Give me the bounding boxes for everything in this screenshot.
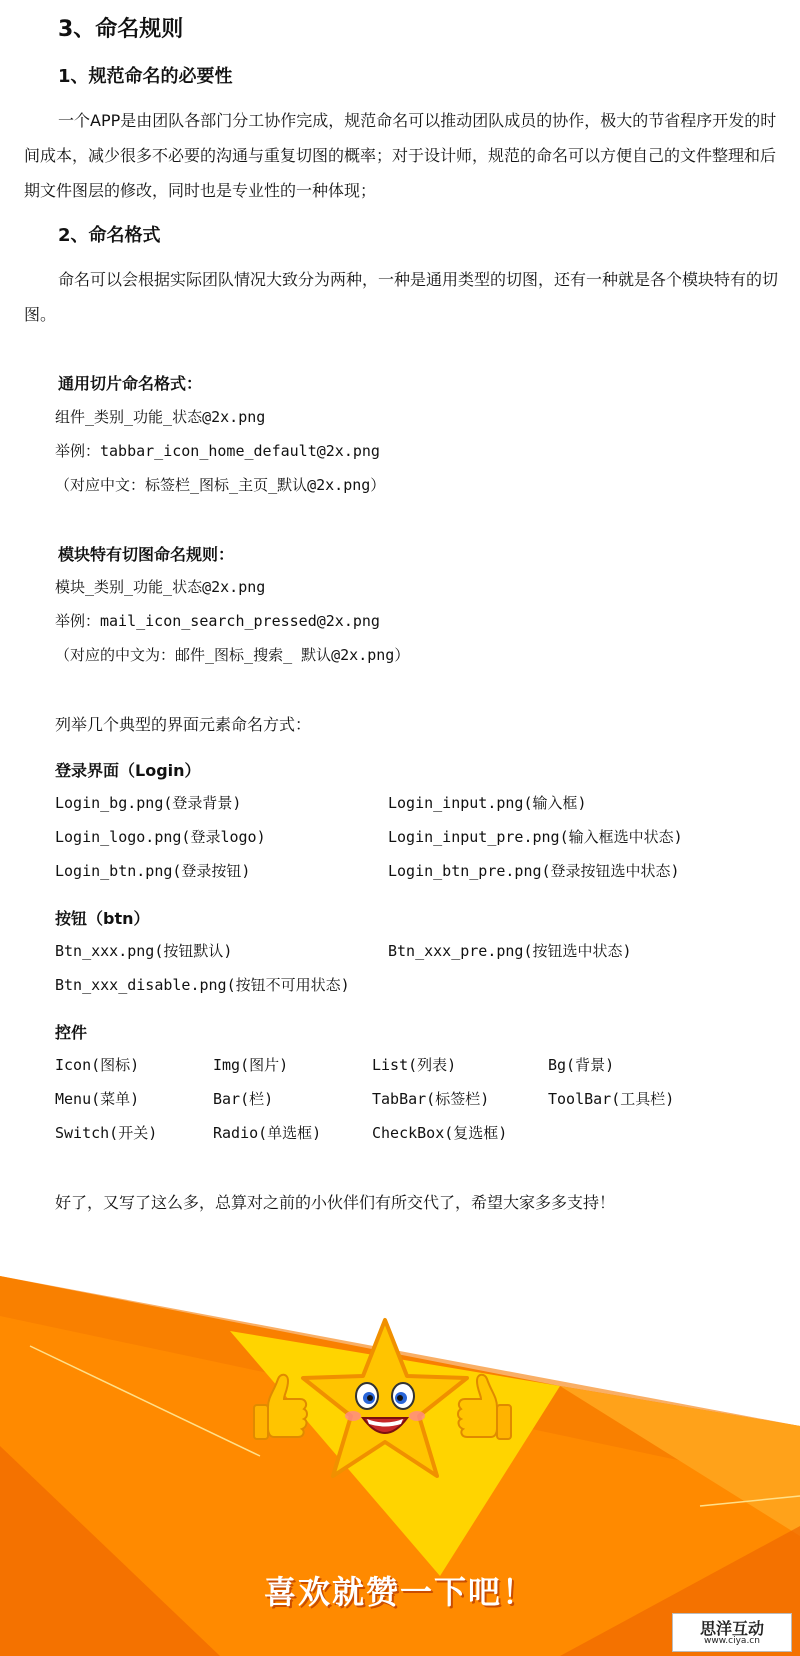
controls-title: 控件 xyxy=(55,1023,88,1042)
brand-logo xyxy=(672,1613,792,1652)
login-item: Login_input.png(输入框) xyxy=(388,794,587,812)
btn-item: Btn_xxx.png(按钮默认) xyxy=(55,942,233,960)
section-title: 3、命名规则 xyxy=(58,17,184,42)
brand-logo-name: 思洋互动 xyxy=(699,1619,764,1638)
format-heading: 2、命名格式 xyxy=(58,225,161,246)
like-banner xyxy=(0,1276,800,1656)
control-item: TabBar(标签栏) xyxy=(372,1090,490,1108)
login-item: Login_btn_pre.png(登录按钮选中状态) xyxy=(388,862,680,880)
star-mascot-icon xyxy=(295,1316,475,1491)
login-item: Login_logo.png(登录logo) xyxy=(55,828,266,846)
general-translation: （对应中文：标签栏_图标_主页_默认@2x.png） xyxy=(55,476,386,494)
necessity-heading: 1、规范命名的必要性 xyxy=(58,66,233,87)
module-example: 举例：mail_icon_search_pressed@2x.png xyxy=(55,612,380,630)
general-format: 组件_类别_功能_状态@2x.png xyxy=(55,408,266,426)
control-item: Icon(图标) xyxy=(55,1056,140,1074)
brand-logo-url: www.ciya.cn xyxy=(704,1636,760,1646)
general-title: 通用切片命名格式： xyxy=(58,374,203,393)
control-item: Bg(背景) xyxy=(548,1056,615,1074)
module-translation: （对应的中文为：邮件_图标_搜索_ 默认@2x.png） xyxy=(55,646,410,664)
login-item: Login_input_pre.png(输入框选中状态) xyxy=(388,828,683,846)
control-item: CheckBox(复选框) xyxy=(372,1124,508,1142)
login-item: Login_bg.png(登录背景) xyxy=(55,794,242,812)
list-intro: 列举几个典型的界面元素命名方式： xyxy=(55,715,312,734)
login-item: Login_btn.png(登录按钮) xyxy=(55,862,251,880)
format-paragraph: 命名可以会根据实际团队情况大致分为两种，一种是通用类型的切图，还有一种就是各个模块特有的切图。 xyxy=(24,270,779,324)
like-cta-text: 喜欢就赞一下吧！ xyxy=(263,1573,536,1611)
general-example: 举例：tabbar_icon_home_default@2x.png xyxy=(55,442,380,460)
closing-text: 好了，又写了这么多，总算对之前的小伙伴们有所交代了，希望大家多多支持！ xyxy=(55,1193,616,1212)
control-item: Radio(单选框) xyxy=(213,1124,322,1142)
module-title: 模块特有切图命名规则： xyxy=(58,545,235,564)
control-item: Switch(开关) xyxy=(55,1124,158,1142)
btn-item: Btn_xxx_pre.png(按钮选中状态) xyxy=(388,942,632,960)
control-item: List(列表) xyxy=(372,1056,457,1074)
btn-item: Btn_xxx_disable.png(按钮不可用状态) xyxy=(55,976,350,994)
module-format: 模块_类别_功能_状态@2x.png xyxy=(55,578,266,596)
control-item: Menu(菜单) xyxy=(55,1090,140,1108)
login-title: 登录界面（Login） xyxy=(55,761,201,780)
control-item: Bar(栏) xyxy=(213,1090,274,1108)
btn-title: 按钮（btn） xyxy=(55,909,150,928)
control-item: ToolBar(工具栏) xyxy=(548,1090,675,1108)
necessity-paragraph: 一个APP是由团队各部门分工协作完成，规范命名可以推动团队成员的协作，极大的节省程序开发的时间成本，减少很多不必要的沟通与重复切图的概率；对于设计师，规范的命名可以方便自己的文件整理和后期文件图层的修改，同时也是专业性的一种体现； xyxy=(24,111,777,200)
control-item: Img(图片) xyxy=(213,1056,289,1074)
